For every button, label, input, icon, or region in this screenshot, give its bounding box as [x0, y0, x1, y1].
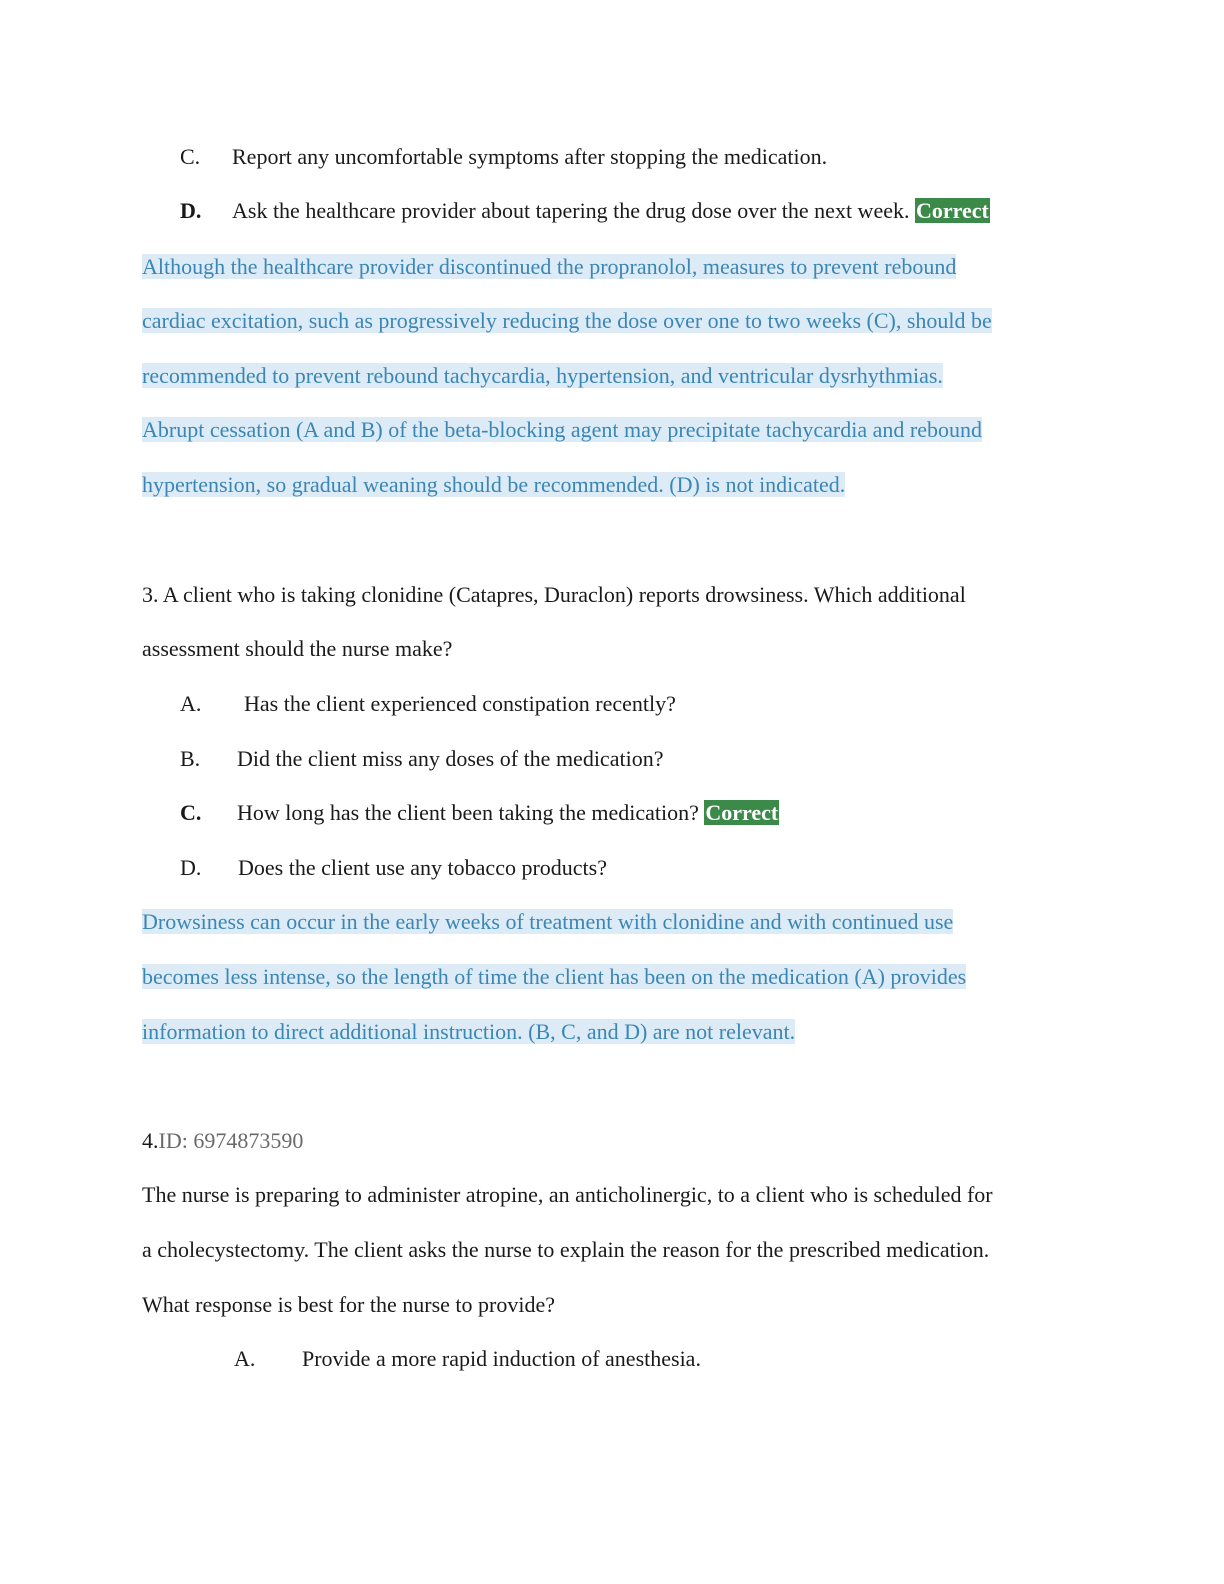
q4-stem-line	[142, 1290, 555, 1320]
q4-stem-line	[142, 1235, 989, 1265]
option-text: Provide a more rapid induction of anesthesia.	[302, 1346, 701, 1371]
q2-rationale-line	[142, 415, 982, 445]
question-stem-text: assessment should the nurse make?	[142, 636, 453, 661]
question-number: 4.	[142, 1128, 159, 1153]
q3-rationale-line	[142, 962, 966, 992]
rationale-text: hypertension, so gradual weaning should be recommended. (D) is not indicated.	[142, 472, 846, 497]
q2-option-d	[180, 196, 990, 226]
option-text: Has the client experienced constipation recently?	[244, 691, 676, 716]
q3-option-a	[180, 689, 676, 719]
q2-rationale-line	[142, 252, 956, 282]
option-text: How long has the client been taking the medication?	[237, 800, 699, 825]
q2-rationale-line	[142, 470, 845, 500]
option-text: Ask the healthcare provider about tapering the drug dose over the next week.	[232, 198, 910, 223]
question-stem-text: 3. A client who is taking clonidine (Catapres, Duraclon) reports drowsiness. Which additional	[142, 582, 966, 607]
option-text: Report any uncomfortable symptoms after stopping the medication.	[232, 144, 828, 169]
option-text: Does the client use any tobacco products?	[238, 855, 607, 880]
option-letter: D.	[180, 198, 202, 223]
question-stem-text: What response is best for the nurse to provide?	[142, 1292, 555, 1317]
option-text: Did the client miss any doses of the medication?	[237, 746, 664, 771]
q3-option-b	[180, 744, 663, 774]
rationale-text: cardiac excitation, such as progressively reducing the dose over one to two weeks (C), should be	[142, 308, 992, 333]
question-stem-text: a cholecystectomy. The client asks the nurse to explain the reason for the prescribed medication.	[142, 1237, 990, 1262]
q2-rationale-line	[142, 361, 943, 391]
q3-option-d	[180, 853, 607, 883]
q3-rationale-line	[142, 1017, 795, 1047]
q3-stem-line	[142, 580, 966, 610]
rationale-text: information to direct additional instruction. (B, C, and D) are not relevant.	[142, 1019, 796, 1044]
option-letter: A.	[234, 1346, 256, 1371]
rationale-text: Although the healthcare provider discontinued the propranolol, measures to prevent rebound	[142, 254, 957, 279]
option-letter: C.	[180, 800, 202, 825]
question-stem-text: The nurse is preparing to administer atropine, an anticholinergic, to a client who is scheduled for	[142, 1182, 993, 1207]
q4-header	[142, 1126, 303, 1156]
option-letter: C.	[180, 144, 201, 169]
q2-option-c	[180, 142, 827, 172]
question-id: ID: 6974873590	[158, 1128, 304, 1153]
q2-rationale-line	[142, 306, 992, 336]
rationale-text: Abrupt cessation (A and B) of the beta-blocking agent may precipitate tachycardia and rebound	[142, 417, 982, 442]
q4-stem-line	[142, 1180, 993, 1210]
q3-stem-line	[142, 634, 452, 664]
correct-badge: Correct	[915, 198, 989, 223]
q3-option-c	[180, 798, 779, 828]
option-letter: A.	[180, 691, 202, 716]
option-letter: B.	[180, 746, 201, 771]
correct-badge: Correct	[705, 800, 779, 825]
q4-option-a	[234, 1344, 701, 1374]
q3-rationale-line	[142, 907, 953, 937]
rationale-text: Drowsiness can occur in the early weeks of treatment with clonidine and with continued use	[142, 909, 954, 934]
option-letter: D.	[180, 855, 202, 880]
rationale-text: becomes less intense, so the length of time the client has been on the medication (A) provides	[142, 964, 967, 989]
rationale-text: recommended to prevent rebound tachycardia, hypertension, and ventricular dysrhythmias.	[142, 363, 943, 388]
